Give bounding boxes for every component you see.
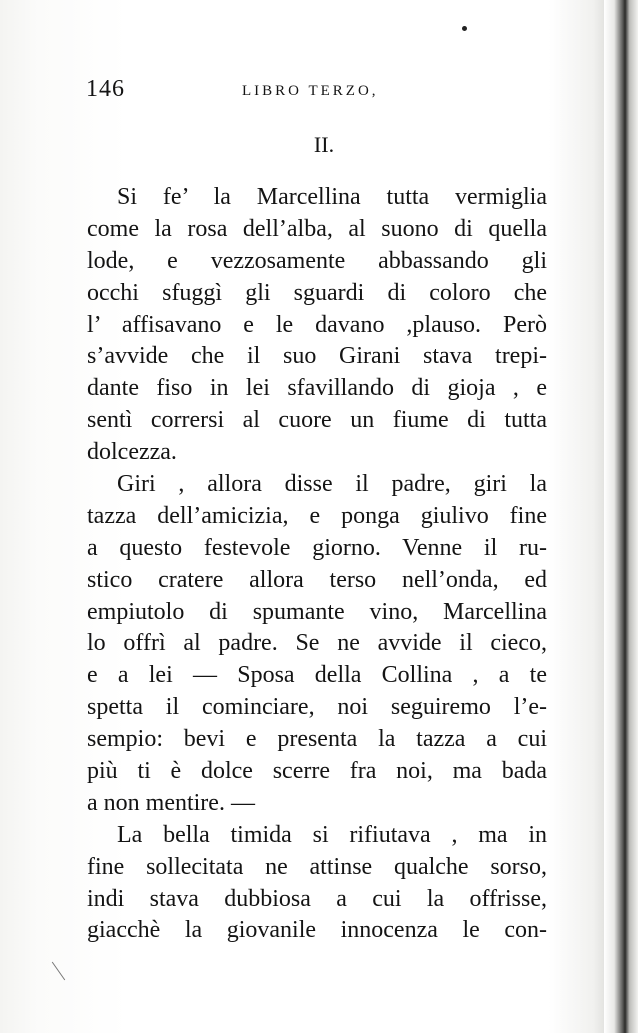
text-line: come la rosa dell’alba, al suono di quella	[87, 215, 547, 242]
paper-blemish	[52, 962, 65, 981]
text-line: a questo festevole giorno. Venne il ru-	[87, 534, 547, 561]
text-line: e a lei — Sposa della Collina , a te	[87, 662, 547, 689]
ink-speck	[462, 26, 467, 31]
text-line: spetta il cominciare, noi seguiremo l’e-	[87, 694, 547, 721]
text-line: s’avvide che il suo Girani stava trepi-	[87, 343, 547, 370]
running-head: LIBRO TERZO,	[242, 83, 379, 99]
text-line: giacchè la giovanile innocenza le con-	[87, 917, 547, 944]
text-line: La bella timida si rifiutava , ma in	[117, 821, 547, 848]
body-text	[87, 182, 547, 947]
text-line: dolcezza.	[87, 439, 177, 466]
text-line: sentì corrersi al cuore un fiume di tutta	[87, 407, 547, 434]
text-line: Si fe’ la Marcellina tutta vermiglia	[117, 184, 547, 210]
chapter-heading: II.	[313, 132, 335, 157]
text-line: occhi sfuggì gli sguardi di coloro che	[87, 279, 547, 306]
text-line: stico cratere allora terso nell’onda, ed	[87, 566, 547, 593]
text-line: indi stava dubbiosa a cui la offrisse,	[87, 885, 547, 912]
text-line: a non mentire. —	[87, 789, 255, 816]
page-number: 146	[86, 76, 125, 102]
text-line: sempio: bevi e presenta la tazza a cui	[87, 726, 547, 753]
text-line: dante fiso in lei sfavillando di gioja , e	[87, 375, 547, 402]
page-header	[86, 76, 546, 104]
text-line: Giri , allora disse il padre, giri la	[117, 471, 547, 498]
text-line: empiutolo di spumante vino, Marcellina	[87, 598, 547, 625]
text-line: l’ affisavano e le davano ,plauso. Però	[87, 311, 547, 338]
text-line: lode, e vezzosamente abbassando gli	[87, 247, 547, 274]
text-line: lo offrì al padre. Se ne avvide il cieco,	[87, 630, 547, 657]
text-line: fine sollecitata ne attinse qualche sorso,	[87, 853, 547, 880]
text-line: tazza dell’amicizia, e ponga giulivo fine	[87, 502, 547, 529]
text-line: più ti è dolce scerre fra noi, ma bada	[87, 758, 547, 785]
